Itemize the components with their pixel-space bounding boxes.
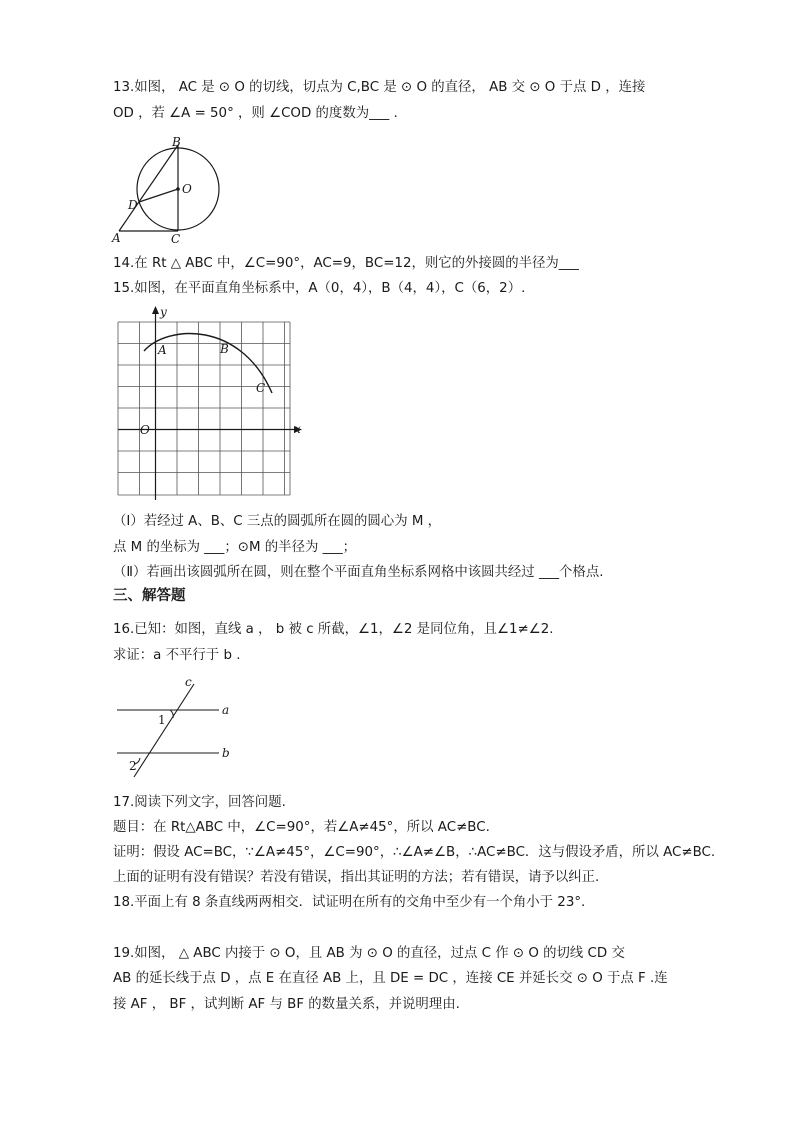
q15-label-a: A [158,343,167,357]
q13-center-dot [176,187,180,191]
q13-label-b: B [172,135,181,149]
q13-label-c: C [171,232,181,246]
q15-y-arrow [152,306,159,314]
q16-text-line2: 求证：a 不平行于 b . [113,648,241,663]
q15-text-line1: 15.如图，在平面直角坐标系中，A（0，4），B（4，4），C（6，2）. [113,281,526,296]
q13-text-line1: 13.如图， AC 是 ⊙ O 的切线，切点为 C,BC 是 ⊙ O 的直径， AB 交 ⊙ O 于点 D ，连接 [113,80,646,95]
q17-text-line3: 证明：假设 AC=BC，∵∠A≠45°，∠C=90°，∴∠A≠∠B，∴AC≠BC．这与假设矛盾，所以 AC≠BC. [113,845,716,860]
q16-label-2: 2 [129,759,137,773]
q16-label-1: 1 [158,713,166,727]
q19-text-line1: 19.如图， △ ABC 内接于 ⊙ O，且 AB 为 ⊙ O 的直径，过点 C 作 ⊙ O 的切线 CD 交 [113,946,625,961]
section-title: 三、解答题 [113,588,186,604]
q13-label-o: O [182,182,192,196]
q16-lines-figure [112,672,242,782]
q16-line-c [134,684,194,777]
q15-label-x: x [294,422,301,436]
q13-circle-figure [110,134,230,249]
q15-part2: （Ⅱ）若画出该圆弧所在圆，则在整个平面直角坐标系网格中该圆共经过 ___个格点. [113,565,604,580]
q15-part1-line1: （Ⅰ）若经过 A、B、C 三点的圆弧所在圆的圆心为 M ， [113,514,442,529]
q17-text-line1: 17.阅读下列文字，回答问题. [113,795,286,810]
q15-label-c: C [256,381,266,395]
q16-angle1-arc [170,710,173,718]
q16-label-b: b [222,746,230,760]
q15-label-b: B [220,342,229,356]
q13-label-a: A [112,231,121,245]
q19-text-line2: AB 的延长线于点 D ，点 E 在直径 AB 上，且 DE = DC ，连接 CE 并延长交 ⊙ O 于点 F .连 [113,971,668,986]
q17-text-line4: 上面的证明有没有错误？若没有错误，指出其证明的方法；若有错误，请予以纠正. [113,870,600,885]
q15-label-o: O [140,423,150,437]
q15-grid-figure [112,303,312,503]
q16-label-c: c [185,675,192,689]
q15-grid-lines [118,322,290,495]
q18-text: 18.平面上有 8 条直线两两相交．试证明在所有的交角中至少有一个角小于 23°. [113,895,586,910]
q13-segment-od [139,189,178,202]
q16-text-line1: 16.已知：如图，直线 a ， b 被 c 所截，∠1，∠2 是同位角，且∠1≠∠2. [113,622,554,637]
q15-part1-line2: 点 M 的坐标为 ___；⊙M 的半径为 ___； [113,540,357,555]
q15-label-y: y [160,305,167,319]
q14-text: 14.在 Rt △ ABC 中，∠C=90°，AC=9，BC=12，则它的外接圆的半径为___ [113,256,579,271]
q13-text-line2: OD ，若 ∠A = 50° ，则 ∠COD 的度数为___ . [113,106,398,121]
q13-label-d: D [128,198,138,212]
q19-text-line3: 接 AF ， BF ，试判断 AF 与 BF 的数量关系，并说明理由. [113,997,460,1012]
q17-text-line2: 题目：在 Rt△ABC 中，∠C=90°，若∠A≠45°，所以 AC≠BC. [113,820,490,835]
q16-label-a: a [222,703,230,717]
